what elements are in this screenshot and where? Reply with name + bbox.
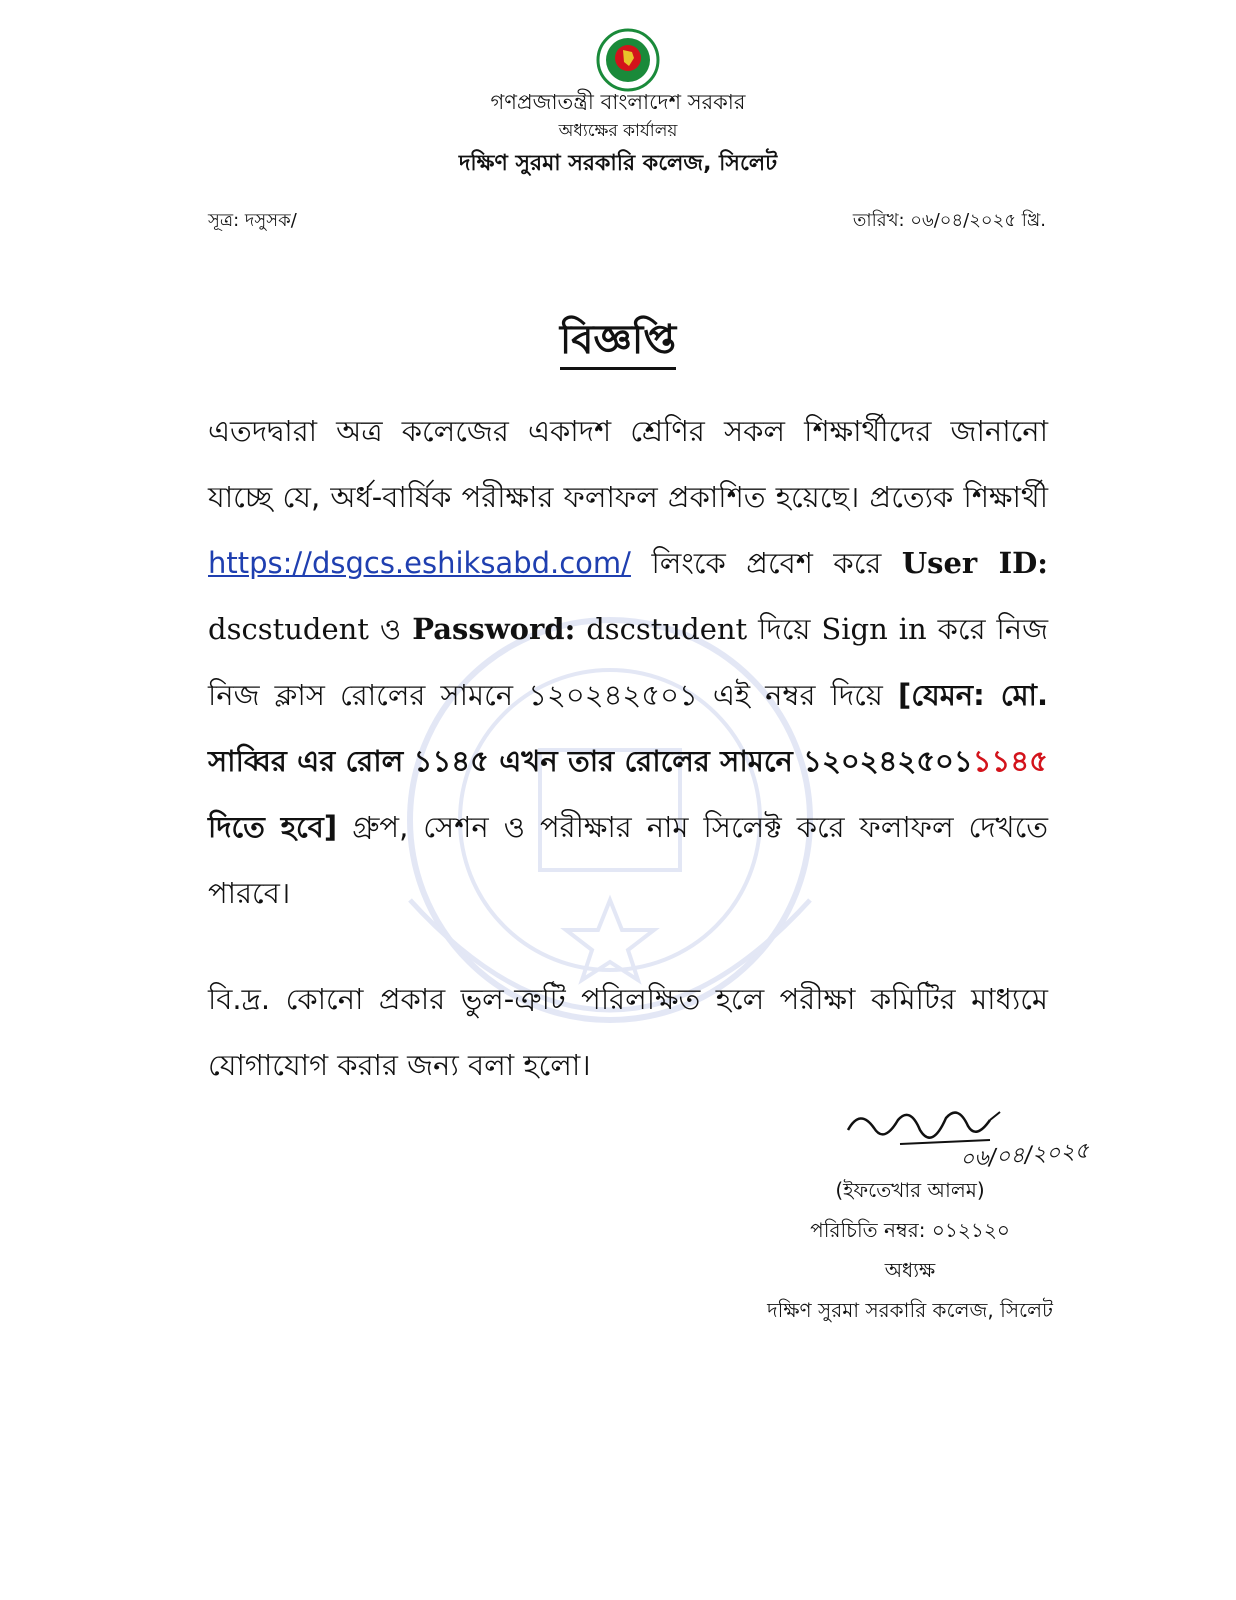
example-roll-highlight: ১১৪৫ [972, 744, 1048, 778]
example-text: [যেমন: মো. সাব্বির এর রোল ১১৪৫ এখন তার রোলের সামনে ১২০২৪২৫০১ [208, 678, 1048, 778]
header-office: অধ্যক্ষের কার্যালয় [558, 121, 678, 141]
password-label: Password: [412, 612, 576, 646]
header-government: গণপ্রজাতন্ত্রী বাংলাদেশ সরকার [490, 90, 746, 114]
body-roll-instruction: করে নিজ নিজ ক্লাস রোলের সামনে ১২০২৪২৫০১ এই নম্বর দিয়ে [208, 612, 1049, 712]
notice-date: তারিখ: ০৬/০৪/২০২৫ খ্রি. [852, 210, 1046, 231]
signatory-institution: দক্ষিণ সুরমা সরকারি কলেজ, সিলেট [767, 1298, 1053, 1322]
body-with: দিয়ে [758, 612, 811, 646]
notice-body [208, 398, 1048, 926]
user-id-label: User ID: [901, 546, 1048, 580]
user-id-value: dscstudent [208, 612, 369, 646]
signature-block [700, 1170, 1120, 1330]
notice-title: বিজ্ঞপ্তি [560, 317, 676, 370]
reference-number: সূত্র: দসুসক/ [208, 210, 297, 231]
password-value: dscstudent [586, 612, 748, 646]
body-intro: এতদদ্বারা অত্র কলেজের একাদশ শ্রেণির সকল শিক্ষার্থীদের জানানো যাচ্ছে যে, অর্ধ-বার্ষিক পরীক্ষার ফলাফল প্রকাশিত হয়েছে। প্রত্যেক শিক্ষার্থী [208, 414, 1048, 514]
signatory-designation: অধ্যক্ষ [884, 1258, 936, 1282]
body-enter: লিংকে প্রবেশ করে [651, 546, 882, 580]
example-end: দিতে হবে] [208, 810, 338, 844]
government-emblem-icon [596, 28, 660, 92]
body-closing: গ্রুপ, সেশন ও পরীক্ষার নাম সিলেক্ট করে ফলাফল দেখতে পারবে। [208, 810, 1049, 910]
header-college: দক্ষিণ সুরমা সরকারি কলেজ, সিলেট [458, 151, 778, 176]
results-link[interactable]: https://dsgcs.eshiksabd.com/ [208, 546, 631, 580]
signatory-id: পরিচিতি নম্বর: ০১২১২০ [810, 1218, 1010, 1242]
handwritten-date: ০৬/০৪/২০২৫ [959, 1138, 1090, 1173]
and-word: ও [379, 612, 402, 646]
sign-in-text: Sign in [821, 612, 927, 646]
notice-title-wrap [0, 308, 1236, 375]
notice-note: বি.দ্র. কোনো প্রকার ভুল-ত্রুটি পরিলক্ষিত হলে পরীক্ষা কমিটির মাধ্যমে যোগাযোগ করার জন্য বলা হলো। [208, 982, 1048, 1082]
signatory-name: (ইফতেখার আলম) [835, 1178, 985, 1202]
